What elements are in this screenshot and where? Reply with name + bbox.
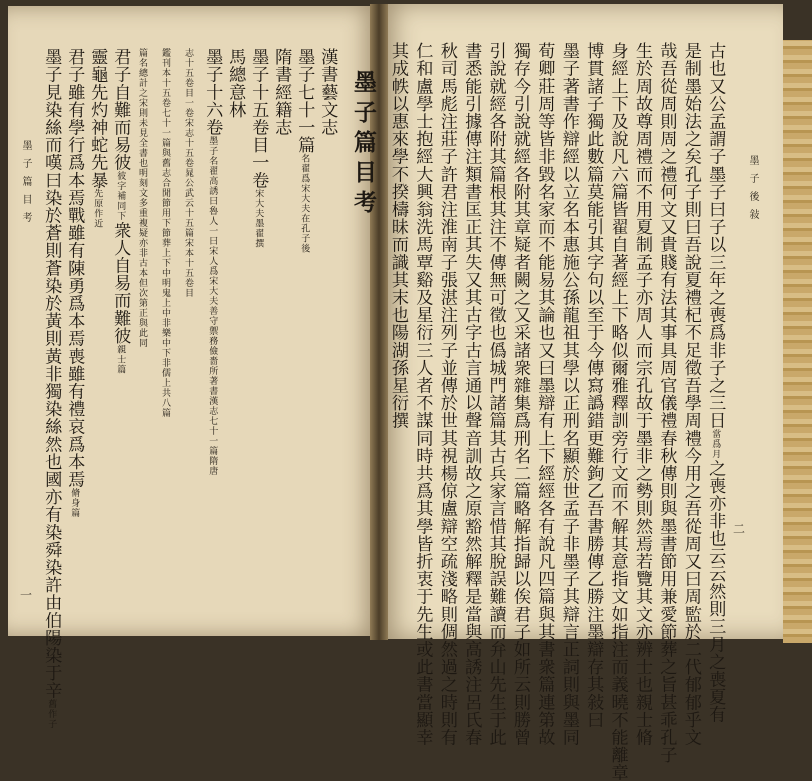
text-column bbox=[656, 42, 677, 764]
text-column bbox=[110, 48, 131, 375]
column-text: 哉吾從周則周之禮何文又貴賤有法其事具周官儀禮春秋傳則與墨書節用兼愛節葬之旨甚乖孔子 bbox=[656, 42, 677, 764]
right-page-number: 二 bbox=[733, 522, 746, 536]
column-text: 墨子著書作辯經以立名本惠施公孫龍祖其學以正刑名顯於世孟子非墨子其辯言正詞則與墨同 bbox=[558, 42, 579, 746]
right-page-header: 墨子後敍 bbox=[747, 155, 758, 227]
text-column bbox=[485, 42, 506, 746]
text-column bbox=[134, 48, 150, 348]
text-column bbox=[41, 48, 62, 730]
text-column bbox=[682, 42, 699, 746]
annotation-note: 當爲月 bbox=[710, 429, 721, 460]
column-text: 書悉能引據傳注類書匡正其失又其古字古言通以聲音訓故之原豁然解釋是當與高誘注呂氏春 bbox=[461, 42, 482, 746]
column-text: 是制墨始法之矣孔子則曰吾說夏禮杞不足徵吾學周禮今用之吾從周又曰周監於二代郁郁乎文 bbox=[680, 42, 701, 746]
column-text: 秋司馬彪注莊子許君注淮南子張湛注列子並傳於世其視楊倞盧辯空疏淺略則倜然過之時則有 bbox=[436, 42, 457, 746]
text-column bbox=[389, 42, 406, 429]
annotation-note: 脩身篇 bbox=[69, 488, 80, 518]
text-column bbox=[633, 42, 650, 746]
text-column bbox=[87, 48, 108, 229]
text-column bbox=[271, 48, 292, 136]
column-text: 博貫諸子獨此數篇莫能引其字句以至于今傳寫譌錯更難鉤乙吾書勝傳乙勝注墨辯存其敍曰 bbox=[583, 42, 604, 729]
page-stack-edge bbox=[783, 40, 812, 643]
text-column bbox=[560, 42, 577, 746]
column-text: 墨子見染絲而嘆曰染於蒼則蒼染於黃則黃非獨染絲然也國亦有染舜染許由伯陽染于辛 bbox=[41, 48, 62, 700]
column-text: 衆人自易而難彼 bbox=[110, 221, 131, 345]
column-text: 生於周故尊周禮而不用夏制孟子亦周人而宗孔故于墨非之勢則然焉若覽其文亦辨士也親士脩 bbox=[632, 42, 652, 746]
column-text: 墨子十五卷目一卷 bbox=[248, 48, 269, 189]
column-text: 獨存今引說就經各附其章疑者闕之又采諸衆雜集爲刑名二篇略解指歸以俟君子如所云則勝曾 bbox=[510, 42, 530, 746]
column-text: 引說就經各附其篇根其注不傳無可徵也僞城門諸篇其古兵家言惜其脫誤難讀而弁山先生于此 bbox=[485, 42, 506, 746]
column-text: 之喪亦非也云云然則三月之喪夏有 bbox=[705, 459, 726, 724]
left-page-number: 一 bbox=[20, 588, 33, 602]
column-text: 漢書藝文志 bbox=[317, 48, 338, 136]
column-text: 墨子七十一篇 bbox=[294, 48, 315, 154]
left-page-header: 墨子篇目考 bbox=[20, 140, 31, 230]
text-column bbox=[157, 48, 173, 418]
annotation-note: 宋大夫墨翟撰 bbox=[253, 188, 264, 249]
column-text: 靈龜先灼神蛇先暴 bbox=[87, 48, 108, 189]
annotation-note: 鑑刊本十五卷七十一篇與舊志合閒節用下節葬上下中明鬼上中非樂中下非儒上共八篇 bbox=[160, 48, 170, 418]
annotation-note: 名翟爲宋大夫在孔子後 bbox=[299, 153, 310, 254]
text-column bbox=[180, 48, 196, 298]
text-column bbox=[64, 48, 85, 518]
text-column bbox=[607, 42, 628, 781]
annotation-note: 先原作近 bbox=[92, 188, 103, 229]
annotation-note: 彼字補同下 bbox=[115, 171, 126, 222]
text-column bbox=[461, 42, 482, 746]
text-column bbox=[438, 42, 455, 746]
column-text: 荀卿莊周等皆非毀名家而不能易其論也又曰墨辯有上下經經各有說凡四篇與其書衆篇連第故 bbox=[534, 42, 555, 746]
column-text: 馬總意林 bbox=[225, 48, 246, 119]
column-text: 墨子十六卷 bbox=[202, 48, 223, 136]
page-title: 墨子篇目考 bbox=[350, 70, 377, 220]
annotation-note: 親士篇 bbox=[115, 344, 126, 375]
text-column bbox=[248, 48, 269, 249]
text-column bbox=[511, 42, 528, 746]
column-text: 君子雖有學行爲本焉戰雖有陳勇爲本焉喪雖有禮哀爲本焉 bbox=[64, 48, 85, 488]
column-text: 隋書經籍志 bbox=[271, 48, 292, 136]
column-text: 其成帙以惠來學不揆檮昧而識其末也陽湖孫星衍撰 bbox=[388, 42, 408, 430]
text-column bbox=[705, 42, 726, 724]
text-column bbox=[583, 42, 604, 729]
text-column bbox=[534, 42, 555, 746]
column-text: 君子自難而易彼 bbox=[110, 48, 131, 172]
annotation-note: 墨子名翟高誘曰魯人一曰宋人爲宋大夫善守禦務儉嗇所著書漢志七十一篇隋唐 bbox=[207, 136, 218, 476]
annotation-note: 舊作子 bbox=[46, 699, 57, 730]
text-column bbox=[225, 48, 246, 119]
text-column bbox=[412, 42, 433, 746]
annotation-note: 篇名總計之宋則未見全書也明刻文多重複疑亦非古本但次第正與此同 bbox=[137, 48, 147, 348]
column-text: 古也又公孟謂子墨子曰子以三年之喪爲非子之三日 bbox=[705, 42, 726, 430]
text-column bbox=[294, 48, 315, 254]
text-column bbox=[202, 48, 223, 476]
column-text: 仁和盧學士抱經大興翁洗馬覃谿及星衍三人者不謀同時共爲其學皆折衷于先生或此書當顯幸 bbox=[412, 42, 433, 746]
text-column bbox=[317, 48, 338, 136]
column-text: 身經上下及說凡六篇皆翟自著經上下略似爾雅釋訓旁行文而不解其意指文如指注而義曉不能離章 bbox=[607, 42, 628, 781]
annotation-note: 志十五卷目一卷宋志十五卷晁公武云十五篇宋本十五卷目 bbox=[183, 48, 193, 298]
